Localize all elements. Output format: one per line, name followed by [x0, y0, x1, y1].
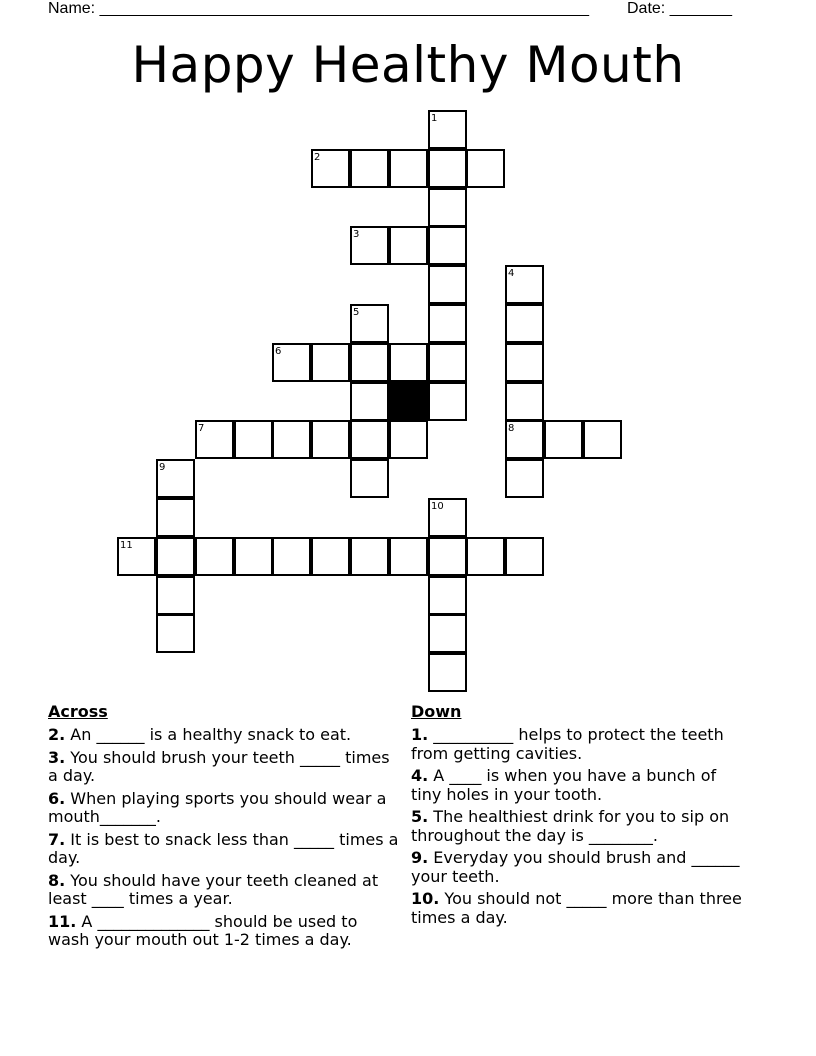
crossword-cell[interactable]	[428, 382, 467, 421]
down-clue	[411, 849, 751, 886]
crossword-cell[interactable]	[428, 304, 467, 343]
crossword-cell[interactable]	[311, 537, 350, 576]
clue-number-label: 7.	[48, 829, 66, 849]
crossword-cell[interactable]	[272, 420, 311, 459]
crossword-cell[interactable]	[350, 343, 389, 382]
clue-text: __________ helps to protect the teeth from getting cavities.	[411, 725, 724, 763]
clue-number: 9	[159, 462, 166, 473]
clue-text: You should brush your teeth _____ times a day.	[48, 747, 390, 785]
clue-number: 3	[353, 229, 360, 240]
crossword-cell[interactable]	[311, 420, 350, 459]
across-clue	[48, 726, 400, 745]
across-clues	[48, 702, 400, 954]
crossword-cell[interactable]	[505, 382, 544, 421]
clue-number-label: 5.	[411, 807, 429, 826]
crossword-cell[interactable]	[428, 226, 467, 265]
crossword-cell[interactable]	[350, 459, 389, 498]
crossword-cell[interactable]	[428, 149, 467, 188]
crossword-cell[interactable]	[466, 537, 505, 576]
clue-number-label: 1.	[411, 725, 429, 744]
down-clue	[411, 890, 751, 927]
page-title: Happy Healthy Mouth	[131, 36, 685, 94]
down-clue	[411, 808, 751, 845]
crossword-cell[interactable]	[583, 420, 622, 459]
down-heading: Down	[411, 702, 462, 721]
crossword-cell[interactable]	[428, 343, 467, 382]
crossword-cell[interactable]	[350, 382, 389, 421]
name-field-label: Name: _______________________________________________________	[48, 0, 589, 17]
crossword-cell[interactable]	[156, 614, 195, 653]
across-heading: Across	[48, 702, 108, 721]
crossword-cell[interactable]	[350, 149, 389, 188]
crossword-cell[interactable]	[428, 537, 467, 576]
clue-text: You should not _____ more than three times a day.	[411, 889, 742, 927]
down-clue	[411, 726, 751, 763]
clue-number-label: 9.	[411, 848, 429, 867]
crossword-cell[interactable]	[311, 343, 350, 382]
crossword-cell[interactable]	[466, 149, 505, 188]
down-clue-list	[411, 726, 751, 927]
clue-text: When playing sports you should wear a mouth_______.	[48, 788, 387, 826]
clue-text: A ____ is when you have a bunch of tiny holes in your tooth.	[411, 766, 717, 804]
across-clue	[48, 749, 400, 786]
crossword-cell[interactable]	[428, 265, 467, 304]
crossword-cell[interactable]	[350, 420, 389, 459]
clue-text: The healthiest drink for you to sip on throughout the day is ________.	[411, 807, 730, 845]
crossword-cell[interactable]	[234, 537, 273, 576]
clue-text: An ______ is a healthy snack to eat.	[65, 725, 352, 744]
crossword-cell[interactable]	[505, 304, 544, 343]
clue-number-label: 4.	[411, 766, 429, 785]
across-clue	[48, 913, 400, 950]
crossword-cell[interactable]	[156, 576, 195, 615]
crossword-cell[interactable]	[389, 226, 428, 265]
crossword-cell[interactable]	[428, 614, 467, 653]
across-clue	[48, 831, 400, 868]
down-clues	[411, 702, 751, 931]
across-clue-list	[48, 726, 400, 950]
crossword-cell[interactable]	[389, 343, 428, 382]
clue-number-label: 2.	[48, 725, 66, 744]
clue-number: 4	[508, 268, 515, 279]
crossword-cell[interactable]	[156, 537, 195, 576]
clue-number: 8	[508, 423, 515, 434]
crossword-cell[interactable]	[234, 420, 273, 459]
clue-number: 11	[120, 540, 133, 551]
down-clue	[411, 767, 751, 804]
across-clue	[48, 872, 400, 909]
clue-number-label: 8.	[48, 870, 66, 890]
across-clue	[48, 790, 400, 827]
crossword-cell[interactable]	[272, 537, 311, 576]
crossword-cell[interactable]	[544, 420, 583, 459]
clue-text: You should have your teeth cleaned at least ____ times a year.	[48, 870, 379, 908]
crossword-cell[interactable]	[428, 188, 467, 227]
crossword-cell[interactable]	[195, 537, 234, 576]
crossword-cell[interactable]	[428, 576, 467, 615]
clue-number: 6	[275, 346, 282, 357]
crossword-cell[interactable]	[505, 537, 544, 576]
crossword-cell[interactable]	[505, 459, 544, 498]
clue-number: 2	[314, 152, 321, 163]
crossword-cell[interactable]	[389, 537, 428, 576]
crossword-black-square	[389, 382, 428, 421]
crossword-cell[interactable]	[389, 420, 428, 459]
clue-number: 10	[431, 501, 444, 512]
clue-text: Everyday you should brush and ______ your teeth.	[411, 848, 740, 886]
crossword-cell[interactable]	[505, 343, 544, 382]
clue-text: It is best to snack less than _____ times a day.	[48, 829, 399, 867]
clue-number: 5	[353, 307, 360, 318]
clue-number-label: 10.	[411, 889, 440, 908]
clue-number: 7	[198, 423, 205, 434]
crossword-cell[interactable]	[350, 537, 389, 576]
clue-number: 1	[431, 113, 438, 124]
crossword-cell[interactable]	[428, 653, 467, 692]
clue-number-label: 11.	[48, 911, 77, 931]
clue-text: A ______________ should be used to wash your mouth out 1-2 times a day.	[48, 911, 358, 949]
clue-number-label: 3.	[48, 747, 66, 767]
date-field-label: Date: _______	[627, 0, 732, 17]
crossword-cell[interactable]	[156, 498, 195, 537]
clue-number-label: 6.	[48, 788, 66, 808]
crossword-cell[interactable]	[389, 149, 428, 188]
